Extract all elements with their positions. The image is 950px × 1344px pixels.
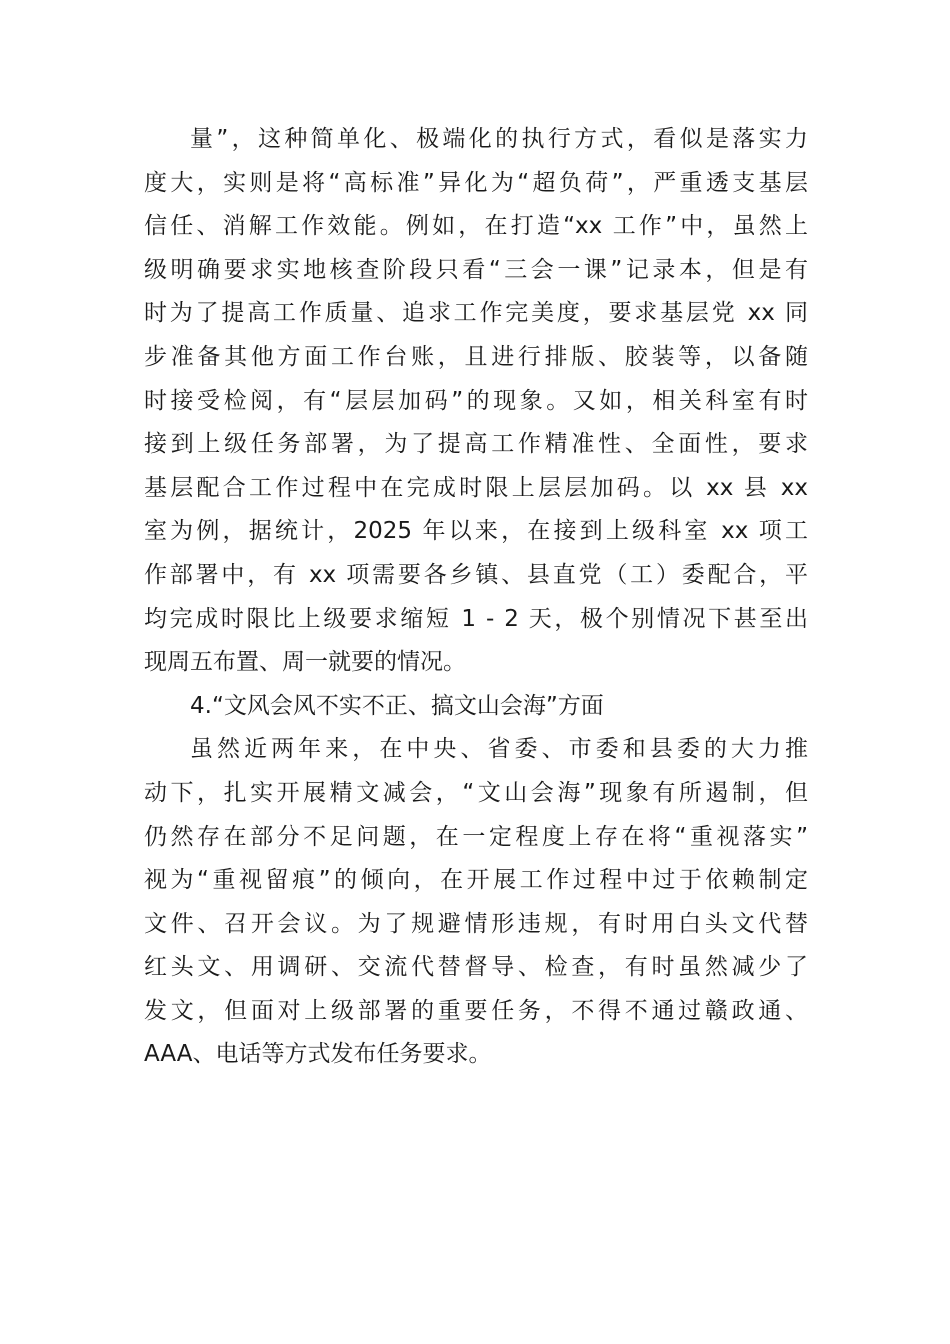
text-line: 步准备其他方面工作台账，且进行排版、胶装等，以备随: [144, 343, 808, 370]
text-line: 时为了提高工作质量、追求工作完美度，要求基层党 xx 同: [144, 300, 808, 327]
paragraph-body: [144, 728, 808, 1077]
text-line: 信任、消解工作效能。例如，在打造“xx 工作”中，虽然上: [144, 213, 808, 240]
text-line: 虽然近两年来，在中央、省委、市委和县委的大力推: [190, 736, 808, 763]
document-body: [144, 118, 808, 1077]
text-line: 时接受检阅，有“层层加码”的现象。又如，相关科室有时: [144, 387, 808, 414]
text-line: 红头文、用调研、交流代替督导、检查，有时虽然减少了: [144, 954, 808, 981]
text-line: 量”，这种简单化、极端化的执行方式，看似是落实力: [190, 126, 808, 152]
text-line: 接到上级任务部署，为了提高工作精准性、全面性，要求: [144, 431, 808, 458]
text-line: 视为“重视留痕”的倾向，在开展工作过程中过于依赖制定: [144, 867, 808, 894]
text-line: 动下，扎实开展精文减会，“文山会海”现象有所遏制，但: [144, 779, 808, 806]
text-line: 室为例，据统计，2025 年以来，在接到上级科室 xx 项工: [144, 518, 808, 545]
text-line: 基层配合工作过程中在完成时限上层层加码。以 xx 县 xx: [144, 474, 808, 501]
paragraph-continuation: [144, 118, 808, 685]
section-heading: [144, 685, 808, 729]
text-line: 均完成时限比上级要求缩短 1 - 2 天，极个别情况下甚至出: [144, 605, 808, 632]
text-line: 文件、召开会议。为了规避情形违规，有时用白头文代替: [144, 910, 808, 937]
text-line: AAA、电话等方式发布任务要求。: [144, 1041, 492, 1068]
text-line: 度大，实则是将“高标准”异化为“超负荷”，严重透支基层: [144, 169, 808, 196]
text-line: 仍然存在部分不足问题，在一定程度上存在将“重视落实”: [144, 823, 808, 850]
text-line: 现周五布置、周一就要的情况。: [144, 649, 466, 676]
text-line: 作部署中，有 xx 项需要各乡镇、县直党（工）委配合，平: [144, 561, 808, 588]
heading-text: 4.“文风会风不实不正、搞文山会海”方面: [190, 692, 604, 719]
text-line: 级明确要求实地核查阶段只看“三会一课”记录本，但是有: [144, 256, 808, 283]
text-line: 发文，但面对上级部署的重要任务，不得不通过赣政通、: [144, 997, 808, 1024]
